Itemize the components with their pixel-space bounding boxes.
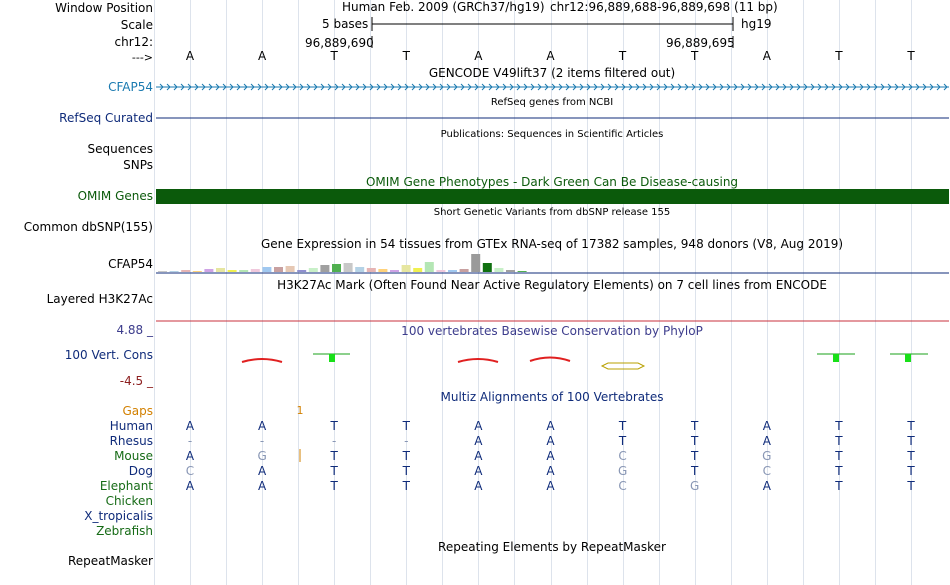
alignment-base-dog: T (330, 464, 338, 478)
omim-track-title: OMIM Gene Phenotypes - Dark Green Can Be Disease-causing (365, 175, 739, 189)
coordinate-1: 96,889,690 (305, 36, 374, 50)
alignment-base-human: T (402, 419, 410, 433)
alignment-base-human: T (330, 419, 338, 433)
alignment-base-dog: C (762, 464, 771, 478)
alignment-base-rhesus: A (546, 434, 555, 448)
reference-base: A (474, 49, 483, 63)
alignment-base-dog: A (257, 464, 267, 478)
alignment-base-mouse: A (546, 449, 555, 463)
alignment-base-mouse: A (185, 449, 195, 463)
alignment-base-elephant: A (185, 479, 195, 493)
alignment-base-human: A (257, 419, 267, 433)
reference-base: A (257, 49, 267, 63)
phylop-track-label[interactable]: 100 Vert. Cons (64, 348, 153, 362)
phylop-marker-6-bar (833, 354, 839, 362)
phylop-min-label: -4.5 _ (119, 374, 153, 388)
gtex-tissue-bar (239, 270, 248, 272)
gtex-tissue-bar (413, 268, 422, 272)
gtex-tissue-bar (367, 268, 376, 272)
alignment-base-rhesus: - (187, 434, 193, 448)
alignment-base-rhesus: T (835, 434, 843, 448)
alignment-base-mouse: A (474, 449, 483, 463)
gtex-tissue-bar (193, 271, 202, 272)
gtex-tissue-bar (471, 254, 480, 272)
alignment-base-elephant: A (546, 479, 555, 493)
species-label-dog: Dog (128, 464, 153, 478)
alignment-base-elephant: G (690, 479, 700, 493)
phylop-max-label: 4.88 _ (116, 323, 153, 337)
phylop-marker-5 (602, 363, 644, 369)
alignment-base-dog: A (546, 464, 555, 478)
gencode-track-title: GENCODE V49lift37 (2 items filtered out) (428, 66, 676, 80)
gtex-tissue-bar (483, 263, 492, 272)
alignment-base-rhesus: T (618, 434, 627, 448)
alignment-base-rhesus: A (474, 434, 483, 448)
alignment-base-mouse: C (618, 449, 627, 463)
alignment-base-mouse: G (257, 449, 267, 463)
species-label-human: Human (109, 419, 153, 433)
multiz-track-title: Multiz Alignments of 100 Vertebrates (440, 390, 664, 404)
scale-label: Scale (120, 18, 153, 32)
h3k27ac-track-title: H3K27Ac Mark (Often Found Near Active Regulatory Elements) on 7 cell lines from ENCODE (277, 278, 827, 292)
repeatmasker-track-label[interactable]: RepeatMasker (67, 554, 153, 568)
alignment-base-dog: T (402, 464, 410, 478)
alignment-base-dog: T (907, 464, 915, 478)
scale-db-text: hg19 (741, 17, 772, 31)
phylop-marker-2-bar (329, 354, 335, 362)
gtex-tissue-bar (170, 271, 179, 272)
snps-track-label[interactable]: SNPs (123, 158, 153, 172)
gtex-tissue-bar (344, 263, 353, 272)
species-label-zebrafish: Zebrafish (96, 524, 153, 538)
gtex-tissue-bar (448, 270, 457, 272)
scale-bases-text: 5 bases (322, 17, 369, 31)
alignment-base-dog: T (835, 464, 843, 478)
gtex-tissue-bar (378, 269, 387, 272)
phylop-track-title: 100 vertebrates Basewise Conservation by PhyloP (401, 324, 703, 338)
alignment-base-rhesus: T (907, 434, 915, 448)
sequences-track-label[interactable]: Sequences (87, 142, 153, 156)
gtex-tissue-bar (181, 270, 190, 272)
gtex-tissue-bar (262, 267, 271, 272)
gap-count: 1 (296, 404, 304, 417)
gtex-tissue-bar (320, 265, 329, 272)
phylop-marker-1 (242, 359, 282, 362)
cfap54-track-label[interactable]: CFAP54 (108, 80, 153, 94)
gtex-track-title: Gene Expression in 54 tissues from GTEx RNA-seq of 17382 samples, 948 donors (V8, Aug 2019) (260, 237, 844, 251)
omim-gene-bar[interactable] (156, 189, 949, 204)
alignment-base-mouse: T (330, 449, 338, 463)
coordinate-2: 96,889,695 (666, 36, 735, 50)
alignment-base-human: A (762, 419, 771, 433)
alignment-base-rhesus: A (762, 434, 771, 448)
alignment-base-human: A (546, 419, 555, 433)
strand-arrow-label: ---> (131, 51, 153, 64)
alignment-base-human: T (691, 419, 699, 433)
alignment-base-elephant: A (474, 479, 483, 493)
chromosome-label: chr12: (114, 35, 153, 49)
alignment-base-human: T (835, 419, 843, 433)
refseq-track-title: RefSeq genes from NCBI (490, 97, 614, 108)
gtex-tissue-bar (204, 269, 213, 272)
alignment-base-elephant: C (618, 479, 627, 493)
omim-track-label[interactable]: OMIM Genes (77, 189, 153, 203)
alignment-base-human: T (618, 419, 627, 433)
gtex-tissue-bar (518, 271, 527, 272)
window-position-label: Window Position (55, 1, 153, 15)
position-text: chr12:96,889,688-96,889,698 (11 bp) (550, 0, 778, 14)
reference-base: A (762, 49, 771, 63)
gtex-tissue-bar (506, 270, 515, 272)
alignment-base-mouse: G (762, 449, 772, 463)
gtex-tissue-bar (309, 268, 318, 272)
reference-base: A (185, 49, 195, 63)
gtex-tissue-bar (494, 268, 503, 272)
alignment-base-rhesus: - (332, 434, 337, 448)
alignment-base-rhesus: - (259, 434, 265, 448)
phylop-marker-7-bar (905, 354, 911, 362)
gtex-tissue-bar (228, 270, 237, 272)
gtex-tissue-bar (251, 269, 260, 272)
reference-base: T (402, 49, 410, 63)
dbsnp-track-label[interactable]: Common dbSNP(155) (23, 220, 153, 234)
gtex-track-label[interactable]: CFAP54 (108, 257, 153, 271)
species-label-elephant: Elephant (99, 479, 153, 493)
gtex-tissue-bar (297, 270, 306, 272)
alignment-base-dog: G (617, 464, 628, 478)
phylop-markers (242, 354, 928, 369)
alignment-base-elephant: A (257, 479, 267, 493)
alignment-base-rhesus: - (404, 434, 409, 448)
gtex-tissue-bar (286, 266, 295, 272)
species-label-rhesus: Rhesus (109, 434, 153, 448)
reference-base: T (907, 49, 915, 63)
h3k27ac-track-label[interactable]: Layered H3K27Ac (46, 292, 153, 306)
gtex-tissue-bar (332, 264, 341, 272)
phylop-marker-4 (530, 358, 570, 362)
alignment-base-human: A (474, 419, 483, 433)
alignment-base-mouse: T (402, 449, 410, 463)
gtex-tissue-bar (402, 265, 411, 272)
gtex-tissue-bar (216, 268, 225, 272)
gtex-tissue-bar (274, 267, 283, 272)
reference-base: T (330, 49, 338, 63)
alignment-base-rhesus: T (691, 434, 699, 448)
reference-base: A (546, 49, 555, 63)
species-label-chicken: Chicken (105, 494, 153, 508)
gtex-expression-bars[interactable] (158, 254, 527, 272)
dbsnp-track-title: Short Genetic Variants from dbSNP release 155 (433, 207, 671, 218)
gtex-tissue-bar (425, 262, 434, 272)
alignment-base-dog: T (691, 464, 699, 478)
alignment-base-elephant: T (330, 479, 338, 493)
alignment-base-elephant: T (402, 479, 410, 493)
gtex-tissue-bar (158, 271, 167, 272)
species-label-mouse: Mouse (114, 449, 153, 463)
alignment-base-human: T (907, 419, 915, 433)
gtex-tissue-bar (390, 270, 399, 272)
gtex-tissue-bar (355, 267, 364, 272)
reference-base: T (691, 49, 699, 63)
alignment-base-mouse: T (835, 449, 843, 463)
repeatmasker-track-title: Repeating Elements by RepeatMasker (438, 540, 666, 554)
reference-base: T (835, 49, 843, 63)
alignment-base-mouse: T (907, 449, 915, 463)
alignment-base-dog: C (185, 464, 195, 478)
publications-track-title: Publications: Sequences in Scientific Articles (440, 129, 664, 140)
alignment-base-elephant: T (835, 479, 843, 493)
gtex-tissue-bar (460, 269, 469, 272)
alignment-base-mouse: T (691, 449, 699, 463)
phylop-marker-3 (458, 359, 498, 362)
gaps-label: Gaps (122, 404, 153, 418)
reference-base: T (618, 49, 627, 63)
alignment-base-elephant: A (762, 479, 771, 493)
species-label-x-tropicalis: X_tropicalis (84, 509, 153, 523)
alignment-base-elephant: T (907, 479, 915, 493)
assembly-text: Human Feb. 2009 (GRCh37/hg19) (342, 0, 545, 14)
alignment-base-dog: A (474, 464, 483, 478)
gtex-tissue-bar (436, 270, 445, 272)
refseq-track-label[interactable]: RefSeq Curated (59, 111, 153, 125)
alignment-base-human: A (185, 419, 195, 433)
